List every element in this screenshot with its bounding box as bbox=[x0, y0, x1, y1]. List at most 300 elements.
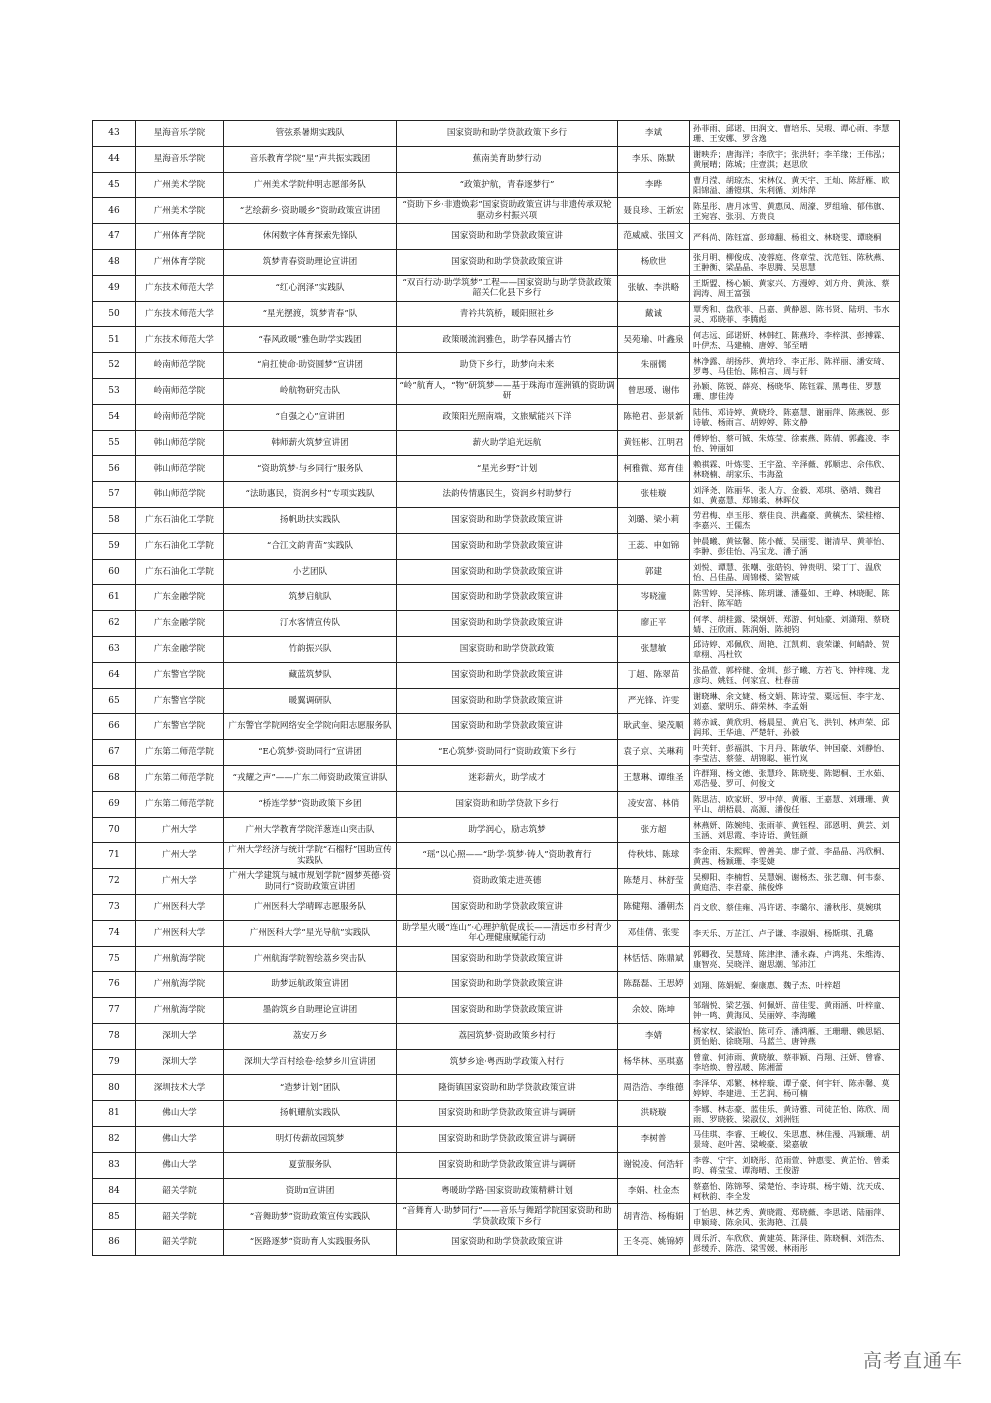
team-leader-cell: 王冬亮、姚锦婷 bbox=[618, 1230, 690, 1256]
team-name-cell: 广州医科大学“星光导航”实践队 bbox=[224, 920, 397, 946]
school-name-cell: 广东第二师范学院 bbox=[136, 791, 224, 817]
team-leader-cell: 张慧敏 bbox=[618, 636, 690, 662]
table-row bbox=[93, 198, 900, 224]
row-number-cell: 67 bbox=[93, 740, 136, 766]
table-row bbox=[93, 869, 900, 895]
team-leader-cell: 凌安富、林俏 bbox=[618, 791, 690, 817]
team-members-cell: 王斯盟、杨心颖、黄家兴、方漫婷、刘方舟、黄泳、蔡润涛、周王富强 bbox=[690, 275, 900, 301]
school-name-cell: 广东第二师范学院 bbox=[136, 765, 224, 791]
school-name-cell: 广东技术师范大学 bbox=[136, 327, 224, 353]
row-number-cell: 85 bbox=[93, 1204, 136, 1230]
school-name-cell: 韶关学院 bbox=[136, 1230, 224, 1256]
project-name-cell: 国家资助和助学贷款政策宣讲 bbox=[397, 611, 618, 637]
school-name-cell: 星海音乐学院 bbox=[136, 146, 224, 172]
project-name-cell: 国家资助和助学贷款政策宣讲 bbox=[397, 559, 618, 585]
row-number-cell: 65 bbox=[93, 688, 136, 714]
project-name-cell: 迷彩薪火，助学成才 bbox=[397, 765, 618, 791]
table-row bbox=[93, 1230, 900, 1256]
team-members-cell: 林净露、胡扬莎、黄培玲、李正彤、陈祥丽、潘安琦、罗粤、马佳怡、陈柏言、周与轩 bbox=[690, 353, 900, 379]
school-name-cell: 韩山师范学院 bbox=[136, 482, 224, 508]
team-table bbox=[92, 120, 900, 1256]
team-leader-cell: 柯雅微、郑育佳 bbox=[618, 456, 690, 482]
team-members-cell: 邹瑞悦、梁艺强、何佩妍、苗佳雯、黄雨涵、叶梓童、钟一鸣、黄海凤、吴丽婷、李海曦 bbox=[690, 998, 900, 1024]
project-name-cell: 助学星火暖“连山”·心理护航促成长——清远市乡村青少年心理健康赋能行动 bbox=[397, 920, 618, 946]
row-number-cell: 44 bbox=[93, 146, 136, 172]
team-leader-cell: 李娟、杜金杰 bbox=[618, 1178, 690, 1204]
team-members-cell: 何志远、邱诺妍、林韩红、陈燕玲、李梓淇、彭搏霖、叶伊杰、马建楠、唐婷、邹至晴 bbox=[690, 327, 900, 353]
table-row bbox=[93, 998, 900, 1024]
row-number-cell: 52 bbox=[93, 353, 136, 379]
table-row bbox=[93, 1023, 900, 1049]
table-row bbox=[93, 456, 900, 482]
table-row bbox=[93, 662, 900, 688]
row-number-cell: 43 bbox=[93, 121, 136, 147]
row-number-cell: 53 bbox=[93, 378, 136, 404]
team-name-cell: 筑梦启航队 bbox=[224, 585, 397, 611]
project-name-cell: “资助下乡·非遗焕彩”国家资助政策宣讲与非遗传承双轮驱动乡村振兴项 bbox=[397, 198, 618, 224]
team-leader-cell: 朱丽儒 bbox=[618, 353, 690, 379]
school-name-cell: 广东第二师范学院 bbox=[136, 740, 224, 766]
school-name-cell: 广东石油化工学院 bbox=[136, 533, 224, 559]
team-leader-cell: 陈艳君、彭景新 bbox=[618, 404, 690, 430]
table-row bbox=[93, 1049, 900, 1075]
project-name-cell: 国家资助和助学贷款政策宣讲 bbox=[397, 894, 618, 920]
team-name-cell: 明灯传薪故园筑梦 bbox=[224, 1127, 397, 1153]
school-name-cell: 韩山师范学院 bbox=[136, 456, 224, 482]
project-name-cell: 国家资助和助学贷款政策下乡行 bbox=[397, 121, 618, 147]
school-name-cell: 韶关学院 bbox=[136, 1204, 224, 1230]
team-name-cell: “合江文韵青苗”实践队 bbox=[224, 533, 397, 559]
project-name-cell: “政策护航，青春逐梦行” bbox=[397, 172, 618, 198]
team-members-cell: 陈思洁、欧家妍、罗中萍、黄雁、王嘉慧、刘珊珊、黄平山、胡梧晨、高源、潘俊任 bbox=[690, 791, 900, 817]
project-name-cell: 助学润心，励志筑梦 bbox=[397, 817, 618, 843]
team-name-cell: “医路逐梦”资助育人实践服务队 bbox=[224, 1230, 397, 1256]
project-name-cell: 国家资助和助学贷款政策宣讲 bbox=[397, 946, 618, 972]
row-number-cell: 71 bbox=[93, 843, 136, 869]
team-members-cell: 许群翔、杨文德、张慧玲、陈晓斐、陈锶桐、王水茹、邓浩曼、罗可、何俊文 bbox=[690, 765, 900, 791]
team-name-cell: “法助惠民，资润乡村”专项实践队 bbox=[224, 482, 397, 508]
team-members-cell: 李天乐、万芷江、卢子谦、李淑娟、杨斯琪、孔璐 bbox=[690, 920, 900, 946]
team-name-cell: “桥连学梦”资助政策下乡团 bbox=[224, 791, 397, 817]
school-name-cell: 广州航海学院 bbox=[136, 946, 224, 972]
table-row bbox=[93, 1127, 900, 1153]
team-leader-cell: 侍秋炜、陈球 bbox=[618, 843, 690, 869]
team-members-cell: 李娜、林志豪、蓝佳乐、黄诗雅、司徒芷怡、陈欣、周雨、罗晓筱、梁淑仪、刘洲钰 bbox=[690, 1101, 900, 1127]
team-name-cell: 管弦系暑期实践队 bbox=[224, 121, 397, 147]
table-row bbox=[93, 327, 900, 353]
project-name-cell: 国家资助和助学贷款下乡行 bbox=[397, 791, 618, 817]
team-leader-cell: 杨欣世 bbox=[618, 249, 690, 275]
project-name-cell: “双百行动·助学筑梦”工程——国家资助与助学贷款政策韶关仁化县下乡行 bbox=[397, 275, 618, 301]
team-leader-cell: 戴诚 bbox=[618, 301, 690, 327]
team-leader-cell: 李婧 bbox=[618, 1023, 690, 1049]
team-leader-cell: 丁超、陈翠苗 bbox=[618, 662, 690, 688]
table-row bbox=[93, 482, 900, 508]
project-name-cell: 国家资助和助学贷款政策宣讲 bbox=[397, 585, 618, 611]
project-name-cell: 国家资助和助学贷款政策宣讲 bbox=[397, 972, 618, 998]
school-name-cell: 广州航海学院 bbox=[136, 998, 224, 1024]
project-name-cell: “星光乡野”计划 bbox=[397, 456, 618, 482]
team-name-cell: 小艺团队 bbox=[224, 559, 397, 585]
team-members-cell: 曹月滢、胡琼杰、宋林仪、黄天宇、王灿、陈舒雁、欧阳锦溢、潘镫琪、朱利循、刘炜萍 bbox=[690, 172, 900, 198]
table-row bbox=[93, 611, 900, 637]
team-name-cell: 广州医科大学晴晖志愿服务队 bbox=[224, 894, 397, 920]
table-row bbox=[93, 1178, 900, 1204]
team-name-cell: 广东警官学院网络安全学院向阳志愿服务队 bbox=[224, 714, 397, 740]
watermark-text: 高考直通车 bbox=[862, 1350, 963, 1372]
team-members-cell: 张月明、柳俊成、凌蓉庭、佟章莹、沈范钰、陈秋燕、王翀衡、梁晶晶、李思腾、吴思慧 bbox=[690, 249, 900, 275]
school-name-cell: 佛山大学 bbox=[136, 1101, 224, 1127]
row-number-cell: 80 bbox=[93, 1075, 136, 1101]
school-name-cell: 广东警官学院 bbox=[136, 714, 224, 740]
row-number-cell: 45 bbox=[93, 172, 136, 198]
project-name-cell: 筑梦乡途·粤西助学政策入村行 bbox=[397, 1049, 618, 1075]
team-leader-cell: 张方超 bbox=[618, 817, 690, 843]
team-members-cell: 陈雪婷、吴泽栋、陈玥谦、潘蔓如、王峥、林晓昵、陈治轩、陈军皓 bbox=[690, 585, 900, 611]
team-name-cell: 助梦远航政策宣讲团 bbox=[224, 972, 397, 998]
school-name-cell: 深圳大学 bbox=[136, 1023, 224, 1049]
team-members-cell: 刘悦、谭慧、张嘲、张皓钧、钟贵明、梁丁丁、温欣怡、吕佳晶、周锦楼、梁智威 bbox=[690, 559, 900, 585]
team-members-cell: 谢晓琳、余文婕、杨文娟、陈诗莹、粟远恒、李宇龙、刘嘉、蒙明乐、薛荣林、李孟娟 bbox=[690, 688, 900, 714]
table-row bbox=[93, 791, 900, 817]
row-number-cell: 55 bbox=[93, 430, 136, 456]
project-name-cell: 粤暖助学路·国家资助政策精耕计划 bbox=[397, 1178, 618, 1204]
row-number-cell: 81 bbox=[93, 1101, 136, 1127]
team-name-cell: 音乐教育学院“星”声共振实践团 bbox=[224, 146, 397, 172]
team-leader-cell: 刘璐、梁小莉 bbox=[618, 507, 690, 533]
school-name-cell: 韩山师范学院 bbox=[136, 430, 224, 456]
school-name-cell: 广州美术学院 bbox=[136, 172, 224, 198]
team-name-cell: 岭航物研究击队 bbox=[224, 378, 397, 404]
table-row bbox=[93, 843, 900, 869]
team-name-cell: 扬帆助扶实践队 bbox=[224, 507, 397, 533]
project-name-cell: “音舞育人·助梦同行”——音乐与舞蹈学院国家资助和助学贷款政策下乡行 bbox=[397, 1204, 618, 1230]
row-number-cell: 84 bbox=[93, 1178, 136, 1204]
team-leader-cell: 耿武奎、梁茂顺 bbox=[618, 714, 690, 740]
team-leader-cell: 李晔 bbox=[618, 172, 690, 198]
team-members-cell: 吴柳阳、李楠哲、吴慧娴、谢杨杰、张艺珈、何韦泰、黄庭浩、李君豪、熊俊烨 bbox=[690, 869, 900, 895]
row-number-cell: 56 bbox=[93, 456, 136, 482]
team-members-cell: 劳君梅、卓玉彤、蔡佳良、洪鑫豪、黄稹杰、梁桂榕、李嘉兴、王儒杰 bbox=[690, 507, 900, 533]
team-leader-cell: 胡青浩、杨梅娟 bbox=[618, 1204, 690, 1230]
team-leader-cell: 袁子京、关琳莉 bbox=[618, 740, 690, 766]
team-leader-cell: 吴苑瑜、叶鑫泉 bbox=[618, 327, 690, 353]
team-members-cell: 覃秀和、盘欣菲、吕嘉、黄静恩、陈书贤、陆玥、韦水灵、邓晓菲、李腾彪 bbox=[690, 301, 900, 327]
row-number-cell: 79 bbox=[93, 1049, 136, 1075]
project-name-cell: 隆街镇国家资助和助学贷款政策宣讲 bbox=[397, 1075, 618, 1101]
team-name-cell: 暖翼调研队 bbox=[224, 688, 397, 714]
team-members-cell: 谢映乔；唐海洋；李欣宇；张洪轩；李羊缘；王伟泓；黄展晴；陈城；庄壹淇；赵思欣 bbox=[690, 146, 900, 172]
school-name-cell: 广州航海学院 bbox=[136, 972, 224, 998]
table-row bbox=[93, 559, 900, 585]
team-leader-cell: 李树普 bbox=[618, 1127, 690, 1153]
school-name-cell: 广东金融学院 bbox=[136, 636, 224, 662]
table-row bbox=[93, 507, 900, 533]
table-row bbox=[93, 636, 900, 662]
table-row bbox=[93, 920, 900, 946]
table-row bbox=[93, 1075, 900, 1101]
team-leader-cell: 张桂璇 bbox=[618, 482, 690, 508]
table-row bbox=[93, 740, 900, 766]
team-name-cell: 筑梦青春资助理论宣讲团 bbox=[224, 249, 397, 275]
team-name-cell: 藏蓝筑梦队 bbox=[224, 662, 397, 688]
project-name-cell: 法韵传情惠民生，资润乡村助梦行 bbox=[397, 482, 618, 508]
school-name-cell: 佛山大学 bbox=[136, 1127, 224, 1153]
row-number-cell: 77 bbox=[93, 998, 136, 1024]
table-row bbox=[93, 533, 900, 559]
team-members-cell: 邱诗婷、邓佩欣、周艳、江凯莉、袁荣谦、何峭龄、贺章栩、冯杜钦 bbox=[690, 636, 900, 662]
table-row bbox=[93, 249, 900, 275]
school-name-cell: 岭南师范学院 bbox=[136, 353, 224, 379]
team-name-cell: “艺绘薪乡·资助暖乡”资助政策宣讲团 bbox=[224, 198, 397, 224]
table-row bbox=[93, 714, 900, 740]
team-name-cell: 广州大学教育学院洋葱连山突击队 bbox=[224, 817, 397, 843]
project-name-cell: 国家资助和助学贷款政策宣讲与调研 bbox=[397, 1101, 618, 1127]
project-name-cell: 国家资助和助学贷款政策宣讲 bbox=[397, 507, 618, 533]
team-name-cell: 墨韵筑乡自助理论宣讲团 bbox=[224, 998, 397, 1024]
project-name-cell: 薪火助学追光远航 bbox=[397, 430, 618, 456]
team-members-cell: 赖祺霖、叶炼雯、王宇盈、辛泽薇、郭顺忠、佘伟欣、林晓楠、胡家乐、韦海盈 bbox=[690, 456, 900, 482]
team-name-cell: “星光摆渡，筑梦青春”队 bbox=[224, 301, 397, 327]
school-name-cell: 广州美术学院 bbox=[136, 198, 224, 224]
table-row bbox=[93, 404, 900, 430]
row-number-cell: 57 bbox=[93, 482, 136, 508]
school-name-cell: 广州大学 bbox=[136, 817, 224, 843]
table-row bbox=[93, 1101, 900, 1127]
row-number-cell: 76 bbox=[93, 972, 136, 998]
team-leader-cell: 周浩浩、李维德 bbox=[618, 1075, 690, 1101]
school-name-cell: 佛山大学 bbox=[136, 1152, 224, 1178]
school-name-cell: 广州大学 bbox=[136, 843, 224, 869]
table-row bbox=[93, 378, 900, 404]
school-name-cell: 广州医科大学 bbox=[136, 920, 224, 946]
project-name-cell: 政策暖流润雅色，助学春风播古竹 bbox=[397, 327, 618, 353]
team-leader-cell: 严光锋、许雯 bbox=[618, 688, 690, 714]
row-number-cell: 68 bbox=[93, 765, 136, 791]
school-name-cell: 广东警官学院 bbox=[136, 688, 224, 714]
row-number-cell: 70 bbox=[93, 817, 136, 843]
team-leader-cell: 王慧琳、谭维圣 bbox=[618, 765, 690, 791]
project-name-cell: 蕉南美育助梦行动 bbox=[397, 146, 618, 172]
team-name-cell: “春风政暖”雅色助学实践团 bbox=[224, 327, 397, 353]
student-practice-team-list bbox=[92, 120, 899, 1256]
team-members-cell: 陆伟、邓诗婷、黄晓玲、陈嘉慧、谢丽萍、陈燕锐、彭诗敏、杨雨言、胡婷婷、陈文静 bbox=[690, 404, 900, 430]
row-number-cell: 62 bbox=[93, 611, 136, 637]
row-number-cell: 47 bbox=[93, 224, 136, 250]
school-name-cell: 广州大学 bbox=[136, 869, 224, 895]
row-number-cell: 78 bbox=[93, 1023, 136, 1049]
team-leader-cell: 陈楚月、林舒莹 bbox=[618, 869, 690, 895]
team-name-cell: “E心筑梦·资助同行”宣讲团 bbox=[224, 740, 397, 766]
school-name-cell: 广东金融学院 bbox=[136, 611, 224, 637]
row-number-cell: 61 bbox=[93, 585, 136, 611]
team-members-cell: 肖文欣、蔡佳雍、冯许诺、李璐尔、潘秋彤、莫婉琪 bbox=[690, 894, 900, 920]
team-leader-cell: 李乐、陈默 bbox=[618, 146, 690, 172]
table-row bbox=[93, 353, 900, 379]
team-name-cell: “戎耀之声”——广东二师资助政策宣讲队 bbox=[224, 765, 397, 791]
school-name-cell: 韶关学院 bbox=[136, 1178, 224, 1204]
row-number-cell: 59 bbox=[93, 533, 136, 559]
school-name-cell: 广东技术师范大学 bbox=[136, 275, 224, 301]
team-members-cell: 丁怡思、林艺秀、黄晓霞、郑晓薇、李思诺、陆丽萍、申颖琦、陈余风、张海艳、江晨 bbox=[690, 1204, 900, 1230]
project-name-cell: 国家资助和助学贷款政策宣讲 bbox=[397, 998, 618, 1024]
school-name-cell: 广州体育学院 bbox=[136, 224, 224, 250]
school-name-cell: 广州体育学院 bbox=[136, 249, 224, 275]
team-members-cell: 林燕妍、陈婉纯、张雨菲、黄钰程、邵恩明、黄芸、刘玉涵、刘思霞、李诗语、黄钰颜 bbox=[690, 817, 900, 843]
project-name-cell: 荔园筑梦·资助政策乡村行 bbox=[397, 1023, 618, 1049]
table-row bbox=[93, 224, 900, 250]
team-leader-cell: 李斌 bbox=[618, 121, 690, 147]
table-row bbox=[93, 1204, 900, 1230]
row-number-cell: 54 bbox=[93, 404, 136, 430]
school-name-cell: 广东警官学院 bbox=[136, 662, 224, 688]
project-name-cell: 国家资助和助学贷款政策宣讲 bbox=[397, 224, 618, 250]
team-leader-cell: 洪晓璇 bbox=[618, 1101, 690, 1127]
table-row bbox=[93, 275, 900, 301]
project-name-cell: “岭”航育人，“物”研筑梦——基于珠海市莲洲镇的资助调研 bbox=[397, 378, 618, 404]
row-number-cell: 69 bbox=[93, 791, 136, 817]
team-name-cell: “肩扛使命·助资圆梦”宣讲团 bbox=[224, 353, 397, 379]
team-name-cell: 竹韵振兴队 bbox=[224, 636, 397, 662]
team-name-cell: “红心润泽”实践队 bbox=[224, 275, 397, 301]
team-leader-cell: 曾思瑷、谢伟 bbox=[618, 378, 690, 404]
project-name-cell: “瑶”以心照——“助学·筑梦·铸人”资助教育行 bbox=[397, 843, 618, 869]
school-name-cell: 广东技术师范大学 bbox=[136, 301, 224, 327]
table-row bbox=[93, 894, 900, 920]
school-name-cell: 广东金融学院 bbox=[136, 585, 224, 611]
row-number-cell: 72 bbox=[93, 869, 136, 895]
team-members-cell: 何孝、胡桂露、梁炯妍、郑游、何灿豪、刘潇翔、蔡晓婧、汪欣雨、陈润娟、陈昶钧 bbox=[690, 611, 900, 637]
team-leader-cell: 余姣、陈坤 bbox=[618, 998, 690, 1024]
project-name-cell: 资助政策走进英德 bbox=[397, 869, 618, 895]
table-row bbox=[93, 430, 900, 456]
row-number-cell: 48 bbox=[93, 249, 136, 275]
table-row bbox=[93, 121, 900, 147]
team-leader-cell: 邓佳倩、张雯 bbox=[618, 920, 690, 946]
team-name-cell: 广州大学经济与统计学院“石榴籽”国助宣传实践队 bbox=[224, 843, 397, 869]
project-name-cell: 国家资助和助学贷款政策宣讲 bbox=[397, 662, 618, 688]
school-name-cell: 深圳技术大学 bbox=[136, 1075, 224, 1101]
team-leader-cell: 王蕊、申如锦 bbox=[618, 533, 690, 559]
table-row bbox=[93, 972, 900, 998]
team-leader-cell: 陈磊磊、王思婷 bbox=[618, 972, 690, 998]
team-members-cell: 马佳琪、李睿、王峻仪、朱思惠、林佳漫、冯颖珊、胡景琦、赵叶茜、梁峻豪、梁嘉敏 bbox=[690, 1127, 900, 1153]
row-number-cell: 50 bbox=[93, 301, 136, 327]
team-name-cell: 深圳大学百村绘卷·绘梦乡川宣讲团 bbox=[224, 1049, 397, 1075]
team-members-cell: 钟晨曦、黄铉馨、陈小薇、吴丽雯、谢清早、黄菲怡、李翀、彭佳怡、冯宝龙、潘子涵 bbox=[690, 533, 900, 559]
team-leader-cell: 林恬恬、陈鼎斌 bbox=[618, 946, 690, 972]
school-name-cell: 岭南师范学院 bbox=[136, 404, 224, 430]
team-leader-cell: 廖正平 bbox=[618, 611, 690, 637]
team-members-cell: 蒋赤诚、黄欣玥、杨晨星、黄启飞、洪钊、林声荣、邱润邦、王华迪、严楚轩、孙毅 bbox=[690, 714, 900, 740]
project-name-cell: 国家资助和助学贷款政策宣讲 bbox=[397, 1230, 618, 1256]
team-name-cell: 韩师薪火筑梦宣讲团 bbox=[224, 430, 397, 456]
team-leader-cell: 岑晓潼 bbox=[618, 585, 690, 611]
row-number-cell: 46 bbox=[93, 198, 136, 224]
row-number-cell: 75 bbox=[93, 946, 136, 972]
team-leader-cell: 范威威、张国文 bbox=[618, 224, 690, 250]
team-members-cell: 张晶萱、郭梓健、金圳、彭子曦、方若飞、钟梓瑰、龙彦均、姚钰、何家宜、杜春苗 bbox=[690, 662, 900, 688]
project-name-cell: 国家资助和助学贷款政策宣讲与调研 bbox=[397, 1152, 618, 1178]
team-name-cell: 荔安万乡 bbox=[224, 1023, 397, 1049]
team-members-cell: 陈星彤、唐月冰雪、黄惠凤、周濠、罗组瑜、郁伟旗、王宛容、张羽、方贵良 bbox=[690, 198, 900, 224]
project-name-cell: 助贷下乡行，助梦向未来 bbox=[397, 353, 618, 379]
row-number-cell: 83 bbox=[93, 1152, 136, 1178]
team-members-cell: 孙颖、陈锐、薛亮、杨晓华、陈钰霖、黑粤佳、罗慧珊、廖佳涛 bbox=[690, 378, 900, 404]
row-number-cell: 49 bbox=[93, 275, 136, 301]
table-row bbox=[93, 172, 900, 198]
school-name-cell: 广东石油化工学院 bbox=[136, 559, 224, 585]
school-name-cell: 广州医科大学 bbox=[136, 894, 224, 920]
row-number-cell: 64 bbox=[93, 662, 136, 688]
project-name-cell: 国家资助和助学贷款政策宣讲 bbox=[397, 533, 618, 559]
table-row bbox=[93, 585, 900, 611]
team-name-cell: 汀水客情宣传队 bbox=[224, 611, 397, 637]
team-name-cell: “资助筑梦·与乡同行”服务队 bbox=[224, 456, 397, 482]
row-number-cell: 60 bbox=[93, 559, 136, 585]
team-members-cell: 李蓉、宁宇、刘晓彤、范雨萱、钟惠雯、黄芷怡、曾柔昀、蒋莹莹、谭海晴、王俊游 bbox=[690, 1152, 900, 1178]
row-number-cell: 51 bbox=[93, 327, 136, 353]
table-row bbox=[93, 301, 900, 327]
team-leader-cell: 张敏、李洪略 bbox=[618, 275, 690, 301]
row-number-cell: 58 bbox=[93, 507, 136, 533]
team-name-cell: “造梦计划”团队 bbox=[224, 1075, 397, 1101]
school-name-cell: 广东石油化工学院 bbox=[136, 507, 224, 533]
team-members-cell: 周乐沂、车欣欣、黄建英、陈泽佳、陈晓桐、刘浩杰、彭缓乔、陈浩、梁雪媛、林雨彤 bbox=[690, 1230, 900, 1256]
project-name-cell: 国家资助和助学贷款政策 bbox=[397, 636, 618, 662]
team-members-cell: 蔡嘉怡、陈锦琴、梁楚怡、李诗琪、杨宇婧、沈天成、柯秋韵、李全发 bbox=[690, 1178, 900, 1204]
team-name-cell: 夏萤服务队 bbox=[224, 1152, 397, 1178]
team-members-cell: 傅婷怡、蔡可铖、朱炼莹、徐素燕、陈倩、郭鑫凌、李怡、钟丽如 bbox=[690, 430, 900, 456]
row-number-cell: 66 bbox=[93, 714, 136, 740]
row-number-cell: 63 bbox=[93, 636, 136, 662]
project-name-cell: 国家资助和助学贷款政策宣讲 bbox=[397, 249, 618, 275]
table-row bbox=[93, 1152, 900, 1178]
team-members-cell: 郭卿孜、吴慧琦、陈津津、潘永森、卢鸿兆、朱维涛、康智亮、吴晓洋、谢思潮、邹沛江 bbox=[690, 946, 900, 972]
school-name-cell: 岭南师范学院 bbox=[136, 378, 224, 404]
team-members-cell: 孙菲雨、邱诺、田润文、曹培乐、吴瑕、谭心雨、李慧珊、王安娜、罗含逸 bbox=[690, 121, 900, 147]
team-name-cell: 资助π宣讲团 bbox=[224, 1178, 397, 1204]
table-row bbox=[93, 765, 900, 791]
team-members-cell: 李泽华、邓繁、林梓璇、谭子豪、何宇轩、陈赤馨、莫婷婷、李建进、王艺润、杨可楠 bbox=[690, 1075, 900, 1101]
team-name-cell: 广州美术学院仲明志愿部务队 bbox=[224, 172, 397, 198]
table-body bbox=[93, 121, 900, 1256]
team-name-cell: “自强之心”宣讲团 bbox=[224, 404, 397, 430]
team-leader-cell: 郭建 bbox=[618, 559, 690, 585]
team-members-cell: 叶芙轩、彭福淇、卞月丹、陈敏华、钟国豪、刘静怡、李莹洁、蔡蓥、胡锦聪、崔竹岚 bbox=[690, 740, 900, 766]
project-name-cell: 青衿共筑桥，暖阳照社乡 bbox=[397, 301, 618, 327]
team-name-cell: “音舞助梦”资助政策宣传实践队 bbox=[224, 1204, 397, 1230]
project-name-cell: 国家资助和助学贷款政策宣讲 bbox=[397, 714, 618, 740]
team-leader-cell: 黄钰彬、江明君 bbox=[618, 430, 690, 456]
team-members-cell: 严科尚、陈钰富、彭璋翻、杨祖文、林晓雯、谭晓桐 bbox=[690, 224, 900, 250]
project-name-cell: “E心筑梦·资助同行”资助政策下乡行 bbox=[397, 740, 618, 766]
team-name-cell: 广州航海学院智绘荔乡突击队 bbox=[224, 946, 397, 972]
table-row bbox=[93, 146, 900, 172]
team-leader-cell: 陈健翔、潘朝杰 bbox=[618, 894, 690, 920]
team-leader-cell: 聂良珍、王新宏 bbox=[618, 198, 690, 224]
team-members-cell: 李金雨、朱熙辉、曾善美、廖子萱、李晶晶、冯欣桐、黄茜、杨颖珊、李雯婕 bbox=[690, 843, 900, 869]
team-members-cell: 刘泽尧、陈丽华、张人方、金毅、邓琪、骆靖、魏君如、黄嘉慧、郑锦柔、林晖仪 bbox=[690, 482, 900, 508]
row-number-cell: 74 bbox=[93, 920, 136, 946]
team-leader-cell: 杨华林、巫琪嘉 bbox=[618, 1049, 690, 1075]
project-name-cell: 国家资助和助学贷款政策宣讲与调研 bbox=[397, 1127, 618, 1153]
row-number-cell: 86 bbox=[93, 1230, 136, 1256]
team-leader-cell: 谢锐凌、何浩轩 bbox=[618, 1152, 690, 1178]
team-members-cell: 杨家权、梁淑怡、陈可乔、潘鸿雁、王珊珊、赖思韬、贾怡贻、徐晓翔、马蓝兰、唐钟燕 bbox=[690, 1023, 900, 1049]
project-name-cell: 政策阳光照南端，文旅赋能兴下洋 bbox=[397, 404, 618, 430]
row-number-cell: 82 bbox=[93, 1127, 136, 1153]
